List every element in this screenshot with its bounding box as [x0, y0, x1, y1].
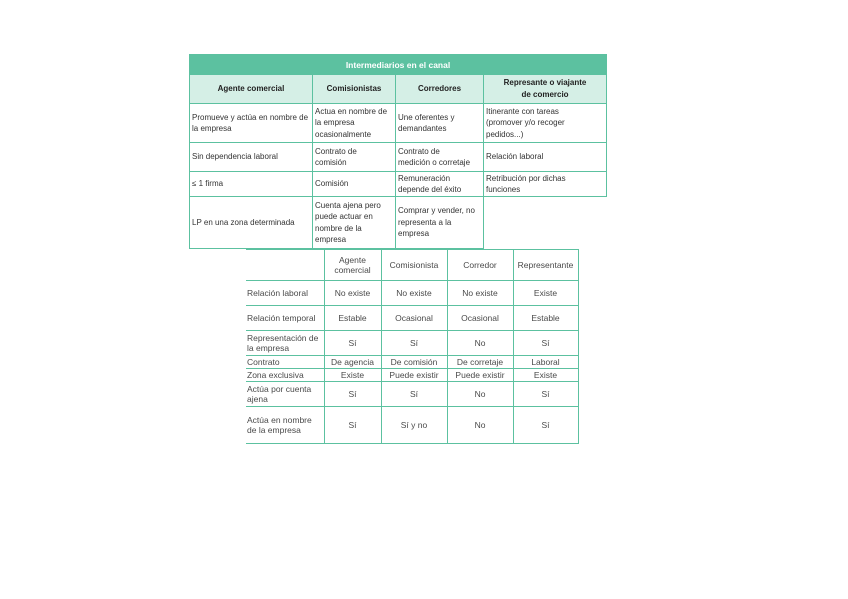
table-cell: Comisión [313, 172, 396, 197]
table-cell: Puede existir [447, 369, 513, 382]
table-row [246, 281, 578, 306]
table-cell: Estable [324, 306, 381, 331]
table-row [190, 197, 607, 249]
table-row [190, 172, 607, 197]
table-cell: Existe [513, 281, 578, 306]
table-cell: Itinerante con tareas (promover y/o recoger pedidos...) [484, 104, 607, 143]
table-cell: Contrato de comisión [313, 143, 396, 172]
table-row [190, 104, 607, 143]
table-cell: LP en una zona determinada [190, 197, 313, 249]
table-row [190, 143, 607, 172]
row-header: Relación temporal [246, 306, 324, 331]
empty-cell [484, 197, 607, 249]
column-header-comisionistas: Comisionistas [313, 75, 396, 104]
table-cell: Existe [324, 369, 381, 382]
column-header-representante: Represante o viajante de comercio [484, 75, 607, 104]
corner-cell [246, 250, 324, 281]
table-cell: Sí [513, 382, 578, 407]
table-cell: No existe [324, 281, 381, 306]
table-cell: Sin dependencia laboral [190, 143, 313, 172]
table-cell: Ocasional [381, 306, 447, 331]
table-cell: Laboral [513, 356, 578, 369]
table-cell: ≤ 1 firma [190, 172, 313, 197]
table-row [246, 331, 578, 356]
header-row [246, 250, 578, 281]
table-title: Intermediarios en el canal [190, 55, 607, 75]
table-cell: Relación laboral [484, 143, 607, 172]
column-header-corredores: Corredores [396, 75, 484, 104]
comparison-table [246, 249, 579, 444]
table-cell: Sí [324, 331, 381, 356]
row-header: Actúa por cuenta ajena [246, 382, 324, 407]
table-cell: Sí [324, 407, 381, 444]
column-header-representante: Representante [513, 250, 578, 281]
column-header-comisionista: Comisionista [381, 250, 447, 281]
table-row [246, 382, 578, 407]
table-cell: Sí [513, 407, 578, 444]
intermediaries-table [189, 54, 607, 249]
table-cell: Sí [513, 331, 578, 356]
table-cell: De agencia [324, 356, 381, 369]
table-cell: No [447, 407, 513, 444]
table-cell: Existe [513, 369, 578, 382]
row-header: Actúa en nombre de la empresa [246, 407, 324, 444]
table-cell: Sí [324, 382, 381, 407]
table-row [246, 356, 578, 369]
table-cell: Une oferentes y demandantes [396, 104, 484, 143]
table-cell: No existe [381, 281, 447, 306]
row-header: Contrato [246, 356, 324, 369]
table-cell: Actua en nombre de la empresa ocasionalmente [313, 104, 396, 143]
table-cell: Sí [381, 331, 447, 356]
table-cell: Sí y no [381, 407, 447, 444]
table-cell: De comisión [381, 356, 447, 369]
table-cell: Puede existir [381, 369, 447, 382]
table-cell: Retribución por dichas funciones [484, 172, 607, 197]
table-cell: Sí [381, 382, 447, 407]
table-cell: Ocasional [447, 306, 513, 331]
table-cell: Promueve y actúa en nombre de la empresa [190, 104, 313, 143]
table-cell: No [447, 382, 513, 407]
column-header-agente: Agente comercial [190, 75, 313, 104]
row-header: Representación de la empresa [246, 331, 324, 356]
table-row [246, 407, 578, 444]
table-cell: Cuenta ajena pero puede actuar en nombre de la empresa [313, 197, 396, 249]
table-cell: De corretaje [447, 356, 513, 369]
column-header-agente: Agente comercial [324, 250, 381, 281]
table-cell: No existe [447, 281, 513, 306]
table-cell: No [447, 331, 513, 356]
table-row [246, 306, 578, 331]
table-cell: Contrato de medición o corretaje [396, 143, 484, 172]
row-header: Relación laboral [246, 281, 324, 306]
table-cell: Estable [513, 306, 578, 331]
table-cell: Remuneración depende del éxito [396, 172, 484, 197]
column-header-corredor: Corredor [447, 250, 513, 281]
row-header: Zona exclusiva [246, 369, 324, 382]
table-cell: Comprar y vender, no representa a la empresa [396, 197, 484, 249]
table-row [246, 369, 578, 382]
